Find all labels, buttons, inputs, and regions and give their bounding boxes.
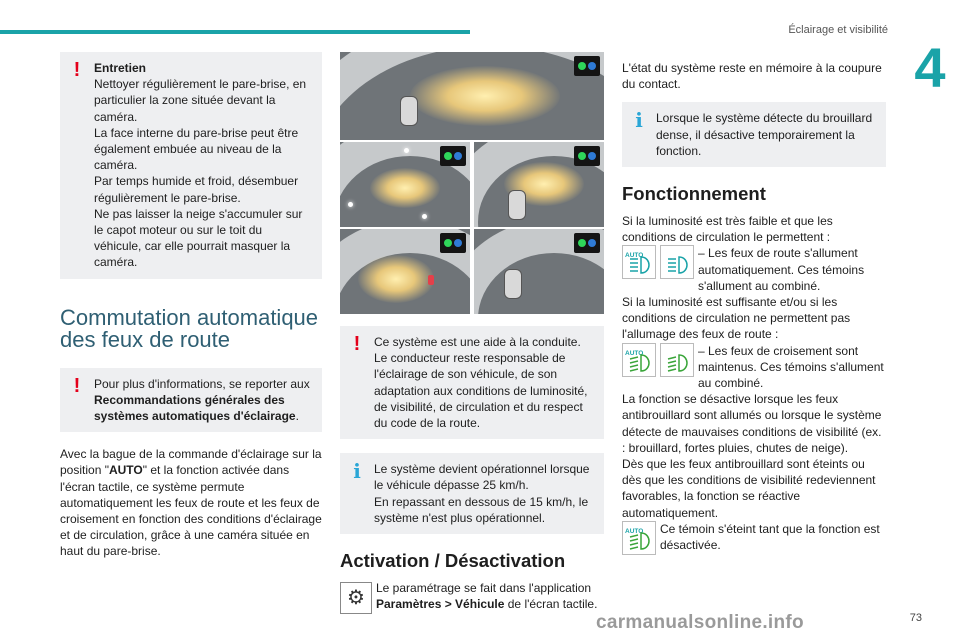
warning-icon: ! [353, 333, 361, 355]
body-paragraph: Si la luminosité est suffisante et/ou si les conditions de circulation ne permettent pas l'allumage des feux de route : [622, 295, 851, 342]
note-line: Par temps humide et froid, désembuer régulièrement le pare-brise. [94, 174, 299, 205]
status-badge-icon [574, 56, 600, 76]
list-item-text: Ce témoin s'éteint tant que la fonction est désactivée. [660, 521, 880, 553]
watermark: carmanualsonline.info [596, 612, 804, 633]
driver-responsibility-note [340, 326, 604, 439]
illustration-oncoming [340, 142, 470, 227]
maintenance-warning-note [60, 52, 322, 279]
info-icon: i [635, 108, 643, 133]
column-3 [622, 60, 886, 555]
column-2 [340, 52, 604, 614]
page-number: 73 [909, 612, 922, 624]
high-beam-item [622, 245, 886, 294]
operation-heading: Fonctionnement [622, 183, 766, 205]
list-item-text: – Les feux de croisement sont maintenus. Ces témoins s'allument au combiné. [698, 343, 884, 391]
activation-heading: Activation / Désactivation [340, 550, 566, 572]
note-title: Entretien [94, 61, 147, 75]
section-heading: Commutation automatique des feux de route [60, 304, 319, 353]
reference-warning-note [60, 368, 322, 433]
column-1 [60, 52, 322, 560]
auto-indicator-icon: AUTO [622, 521, 656, 555]
note-line: Ne pas laisser la neige s'accumuler sur le capot moteur ou sur le toit du véhicule, car elle pourrait masquer la caméra. [94, 206, 303, 270]
warning-icon: ! [73, 374, 81, 397]
body-paragraph: Avec la bague de la commande d'éclairage sur la position "AUTO" et la fonction activée dans l'écran tactile, ce système permute automatiquement les feux de route et les feux de croisement en fonction des conditions d'éclairage et de circulation, grâce à une caméra située en haut du pare-brise. [60, 447, 322, 559]
warning-icon: ! [73, 59, 81, 81]
note-line: Nettoyer régulièrement le pare-brise, en particulier la zone située devant la caméra. [94, 77, 307, 124]
status-badge-icon [440, 146, 466, 166]
illustration-highway-high-beam [340, 52, 604, 140]
status-badge-icon [574, 146, 600, 166]
low-beam-icon [660, 343, 694, 377]
note-text: Lorsque le système détecte du brouillard dense, il désactive temporairement la fonction. [656, 111, 873, 158]
header-rule [0, 30, 470, 34]
body-paragraph: La fonction se désactive lorsque les feux antibrouillard sont allumés ou lorsque le système détecte de mauvaises conditions de visibilité (ex. : brouillard, fortes pluies, chutes de neige). [622, 392, 882, 455]
body-paragraph: Si la luminosité est très faible et que les conditions de circulation le permettent : [622, 214, 833, 245]
reference-link-text: Recommandations générales des systèmes automatiques d'éclairage [94, 392, 296, 424]
settings-instruction: ⚙ Le paramétrage se fait dans l'application Paramètres > Véhicule de l'écran tactile. [340, 580, 604, 614]
list-item-text: – Les feux de route s'allument automatiquement. Ces témoins s'allument au combiné. [698, 246, 865, 293]
low-beam-item [622, 343, 886, 392]
body-paragraph: Dès que les feux antibrouillard sont éteints ou dès que les conditions de visibilité redeviennent favorables, la fonction se réactive automatiquement. [622, 457, 876, 520]
note-text: En repassant en dessous de 15 km/h, le système n'est plus opérationnel. [374, 494, 589, 525]
settings-gear-icon: ⚙ [340, 582, 372, 614]
illustration-grid [340, 52, 604, 314]
section-title: Éclairage et visibilité [788, 24, 888, 36]
illustration-lit-road [474, 142, 604, 227]
illustration-dark-road [474, 229, 604, 314]
settings-path: Paramètres > Véhicule [376, 597, 505, 612]
note-text: . [295, 409, 299, 424]
high-beam-icon [660, 245, 694, 279]
note-text: Pour plus d'informations, se reporter aux [94, 376, 310, 391]
fog-info-note [622, 102, 886, 167]
note-text: Ce système est une aide à la conduite. Le conducteur reste responsable de l'éclairage de son véhicule, de son adaptation aux conditions de luminosité, de visibilité, de circulation et du respect du code de la route. [374, 335, 588, 431]
chapter-number: 4 [914, 36, 946, 99]
auto-high-beam-icon: AUTO [622, 245, 656, 279]
status-badge-icon [574, 233, 600, 253]
memory-text: L'état du système reste en mémoire à la coupure du contact. [622, 61, 882, 92]
status-badge-icon [440, 233, 466, 253]
note-text: Le système devient opérationnel lorsque le véhicule dépasse 25 km/h. [374, 462, 590, 493]
auto-low-beam-icon: AUTO [622, 343, 656, 377]
indicator-off-item [622, 521, 886, 555]
note-line: La face interne du pare-brise peut être également embuée au niveau de la caméra. [94, 125, 299, 173]
info-icon: i [353, 459, 361, 484]
speed-info-note [340, 453, 604, 534]
illustration-vehicle-ahead [340, 229, 470, 314]
